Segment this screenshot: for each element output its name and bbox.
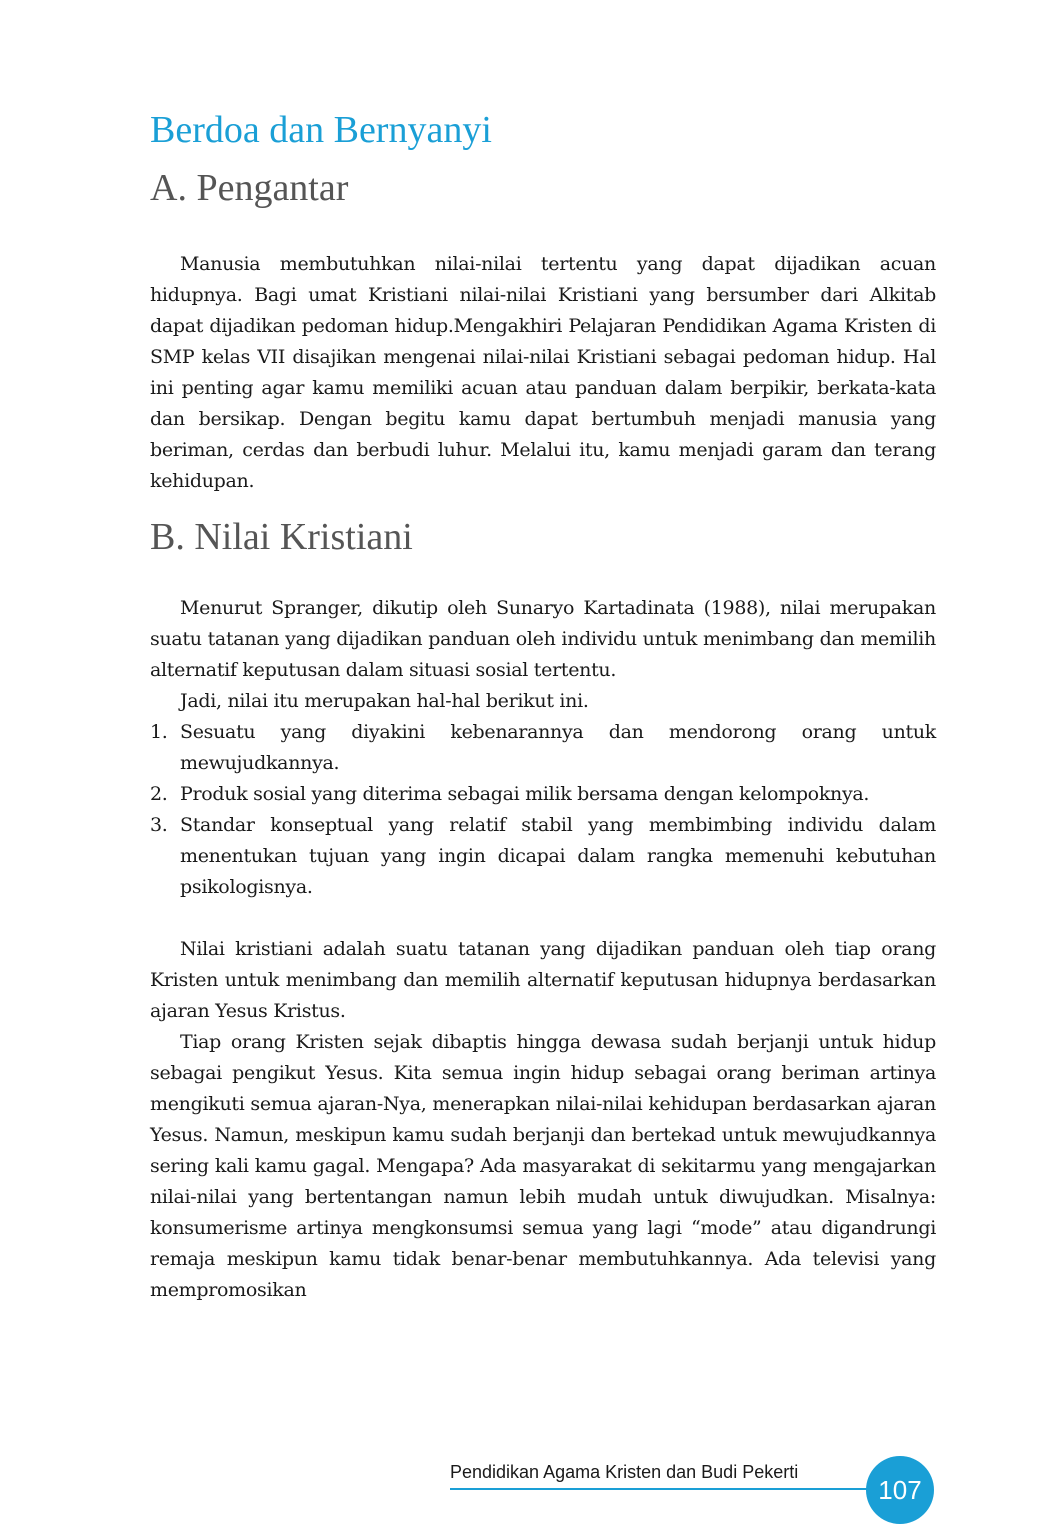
section-b-paragraph-3: Nilai kristiani adalah suatu tatanan yang dijadikan panduan oleh tiap orang Kristen untuk menimbang dan memilih alternatif keputusan hidupnya berdasarkan ajaran Yesus Kristus. <box>150 937 936 1022</box>
list-item-number: 1. <box>150 720 168 743</box>
section-b-paragraph-1: Menurut Spranger, dikutip oleh Sunaryo Kartadinata (1988), nilai merupakan suatu tatanan yang dijadikan panduan oleh individu untuk menimbang dan memilih alternatif keputusan dalam situasi sosial tertentu. <box>150 596 936 681</box>
page-content <box>150 108 936 1306</box>
chapter-title: Berdoa dan Bernyanyi <box>150 109 492 151</box>
footer-book-title: Pendidikan Agama Kristen dan Budi Pekerti <box>450 1462 799 1482</box>
section-b-paragraph-4: Tiap orang Kristen sejak dibaptis hingga dewasa sudah berjanji untuk hidup sebagai pengikut Yesus. Kita semua ingin hidup sebagai orang beriman artinya mengikuti semua ajaran-Nya, menerapkan nilai-nilai kehidupan berdasarkan ajaran Yesus. Namun, meskipun kamu sudah berjanji dan bertekad untuk mewujudkannya sering kali kamu gagal. Mengapa? Ada masyarakat di sekitarmu yang mengajarkan nilai-nilai yang bertentangan namun lebih mudah untuk diwujudkan. Misalnya: konsumerisme artinya mengkonsumsi semua yang lagi “mode” atau digandrungi remaja meskipun kamu tidak benar-benar membutuhkannya. Ada televisi yang mempromosikan <box>150 1030 936 1301</box>
section-b-heading: B. Nilai Kristiani <box>150 516 413 559</box>
list-item-number: 3. <box>150 813 168 836</box>
section-b-paragraph-2: Jadi, nilai itu merupakan hal-hal berikut ini. <box>180 689 589 712</box>
section-a-heading: A. Pengantar <box>150 166 349 209</box>
list-item-text: Sesuatu yang diyakini kebenarannya dan mendorong orang untuk mewujudkannya. <box>180 720 936 774</box>
values-list <box>150 717 936 903</box>
list-item <box>150 810 936 903</box>
footer-divider <box>450 1488 870 1490</box>
list-item <box>150 717 936 779</box>
list-item-text: Standar konseptual yang relatif stabil yang membimbing individu dalam menentukan tujuan yang ingin dicapai dalam rangka memenuhi kebutuhan psikologisnya. <box>180 813 936 898</box>
page-number-badge: 107 <box>866 1456 934 1524</box>
list-item-number: 2. <box>150 782 168 805</box>
section-a-paragraph: Manusia membutuhkan nilai-nilai tertentu yang dapat dijadikan acuan hidupnya. Bagi umat Kristiani nilai-nilai Kristiani yang bersumber dari Alkitab dapat dijadikan pedoman hidup.Mengakhiri Pelajaran Pendidikan Agama Kristen di SMP kelas VII disajikan mengenai nilai-nilai Kristiani sebagai pedoman hidup. Hal ini penting agar kamu memiliki acuan atau panduan dalam berpikir, berkata-kata dan bersikap. Dengan begitu kamu dapat bertumbuh menjadi manusia yang beriman, cerdas dan berbudi luhur. Melalui itu, kamu menjadi garam dan terang kehidupan. <box>150 253 936 493</box>
list-item <box>150 779 936 810</box>
list-item-text: Produk sosial yang diterima sebagai milik bersama dengan kelompoknya. <box>180 782 870 805</box>
